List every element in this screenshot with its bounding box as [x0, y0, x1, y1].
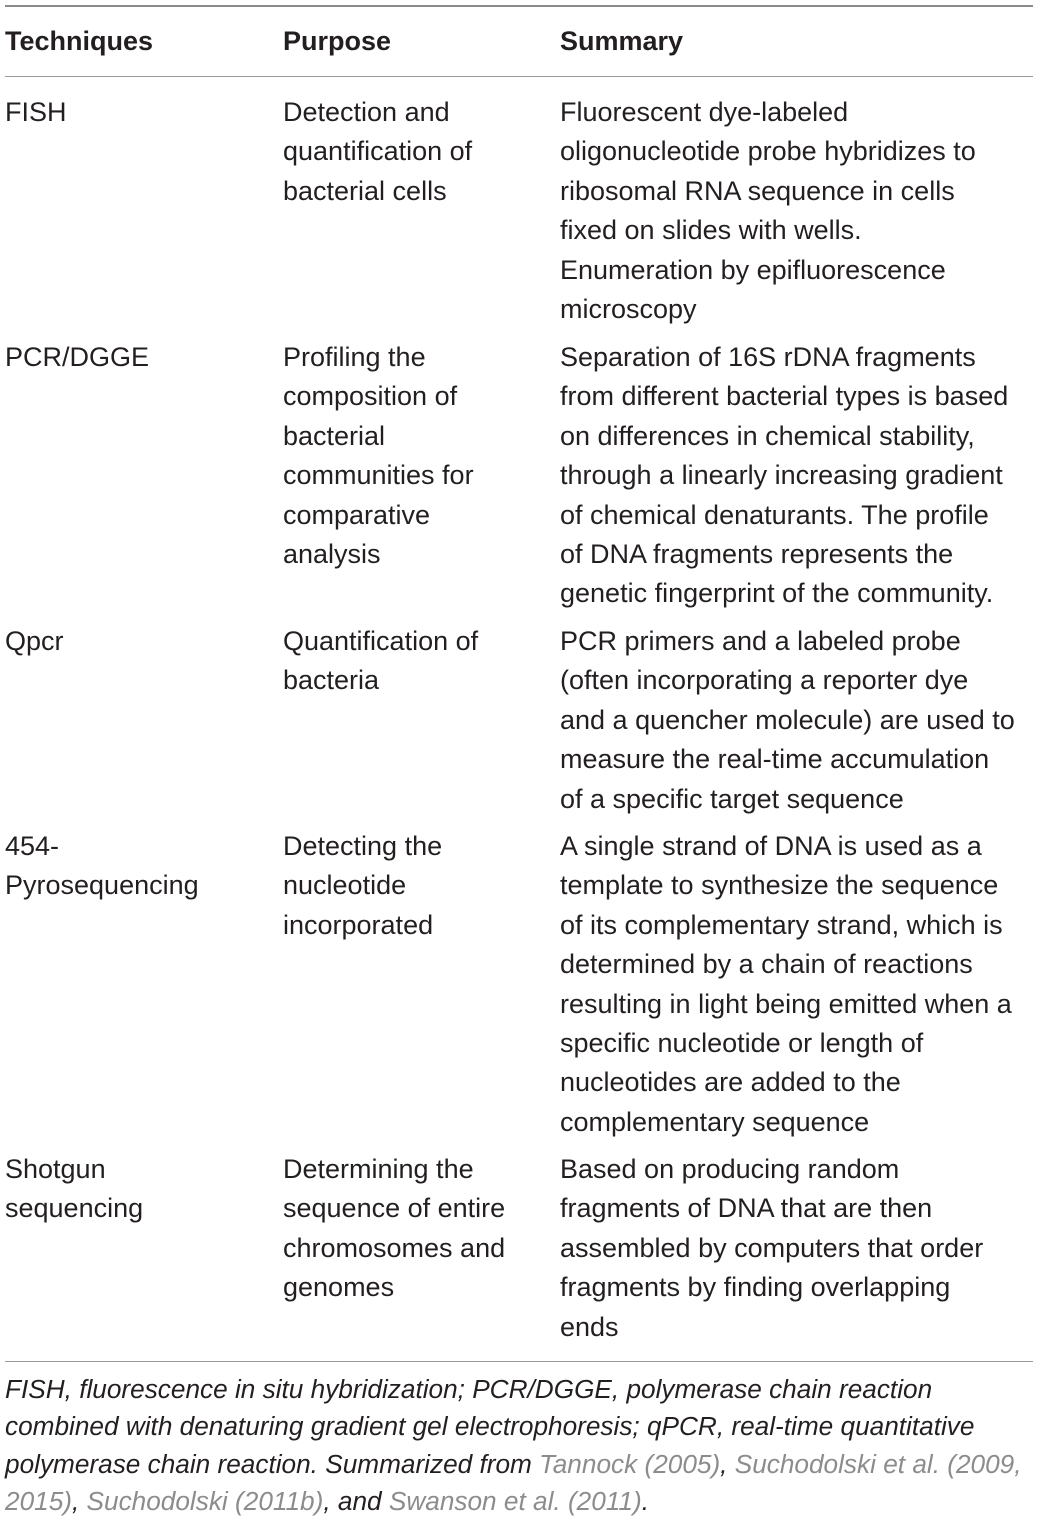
cell-technique-pyrosequencing: 454- Pyrosequencing [5, 831, 199, 901]
table-footnote [5, 1371, 1037, 1520]
cell-summary-shotgun: Based on producing random fragments of DNA that are then assembled by computers that order fragments by finding overlapping ends [560, 1154, 984, 1342]
footnote-end: . [641, 1485, 649, 1516]
table-top-rule [5, 5, 1033, 7]
cell-purpose-fish: Detection and quantification of bacterial cells [283, 97, 473, 206]
cell-technique-fish: FISH [5, 97, 67, 127]
reference-link-swanson[interactable]: Swanson et al. (2011) [388, 1485, 642, 1516]
footnote-text: FISH, fluorescence in situ hybridization; PCR/DGGE, polymerase chain reaction combined with denaturing gradient gel electrophoresis; qPCR, real-time quantitative polymerase chain reaction. Summarized from [5, 1374, 975, 1479]
cell-purpose-shotgun: Determining the sequence of entire chromosomes and genomes [283, 1154, 506, 1303]
footnote-separator: , [71, 1485, 87, 1516]
footnote-separator: , and [323, 1485, 389, 1516]
table-bottom-rule [5, 1361, 1033, 1362]
cell-purpose-pyrosequencing: Detecting the nucleotide incorporated [283, 831, 443, 940]
cell-purpose-pcr-dgge: Profiling the composition of bacterial communities for comparative analysis [283, 342, 474, 570]
cell-summary-qpcr: PCR primers and a labeled probe (often incorporating a reporter dye and a quencher molecule) are used to measure the real-time accumulation of a specific target sequence [560, 626, 1015, 814]
reference-link-suchodolski-2011b[interactable]: Suchodolski (2011b) [86, 1485, 324, 1516]
cell-purpose-qpcr: Quantification of bacteria [283, 626, 479, 696]
cell-technique-qpcr: Qpcr [5, 626, 64, 656]
header-techniques: Techniques [5, 26, 154, 56]
cell-summary-fish: Fluorescent dye-labeled oligonucleotide probe hybridizes to ribosomal RNA sequence in cells fixed on slides with wells. Enumeration by epifluorescence microscopy [560, 97, 976, 325]
header-summary: Summary [560, 26, 684, 56]
header-purpose: Purpose [283, 26, 392, 56]
cell-technique-shotgun: Shotgun sequencing [5, 1154, 144, 1224]
reference-link-suchodolski-2009[interactable]: Suchodolski et al. (2009, 2015) [5, 1448, 1022, 1516]
cell-technique-pcr-dgge: PCR/DGGE [5, 342, 150, 372]
header-rule [5, 76, 1033, 77]
cell-summary-pcr-dgge: Separation of 16S rDNA fragments from different bacterial types is based on differences in chemical stability, through a linearly increasing gradient of chemical denaturants. The profile of DNA fragments represents the genetic fingerprint of the community. [560, 342, 1009, 609]
reference-link-tannock[interactable]: Tannock (2005) [539, 1448, 721, 1479]
cell-summary-pyrosequencing: A single strand of DNA is used as a template to synthesize the sequence of its complementary strand, which is determined by a chain of reactions resulting in light being emitted when a specific nucleotide or length of nucleotides are added to the complementary sequence [560, 831, 1012, 1137]
footnote-separator: , [720, 1448, 735, 1479]
